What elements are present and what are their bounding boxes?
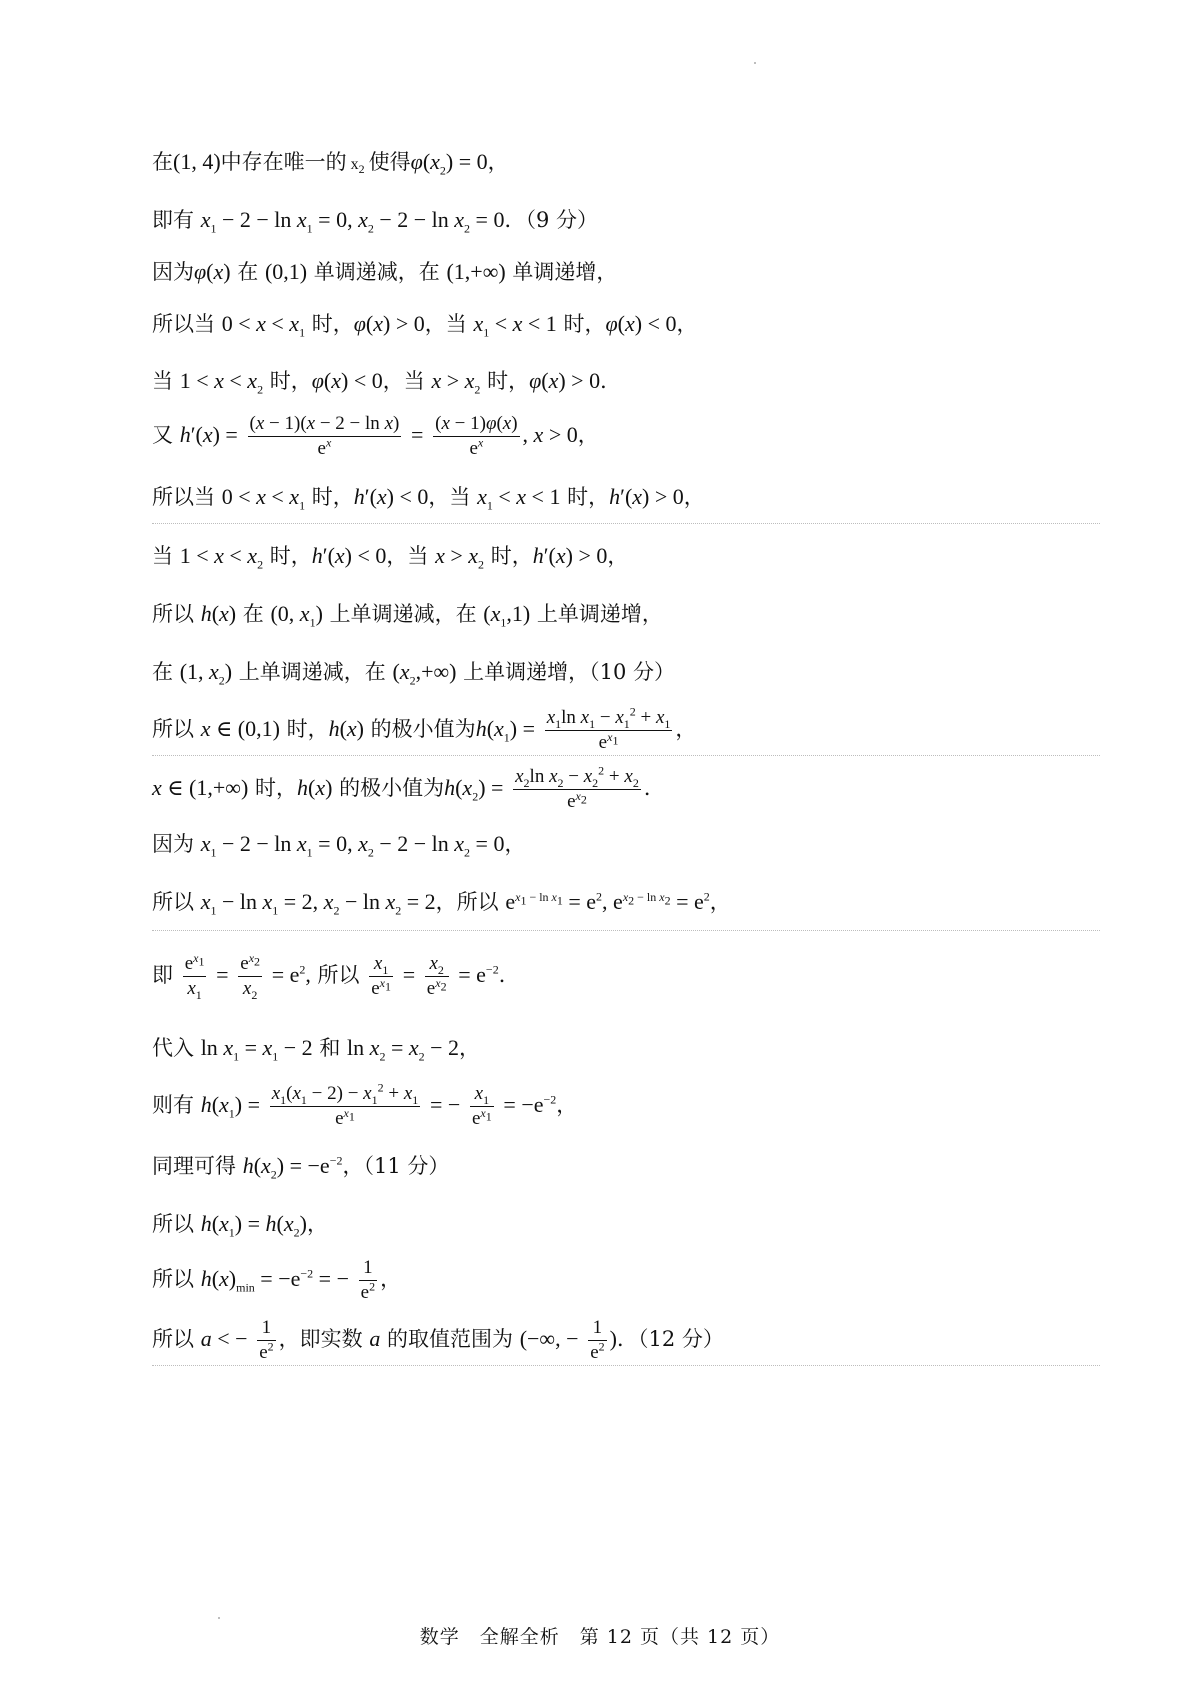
- line-18: 同理可得 $h(x_2) = -e^{-2}$，（11 分）: [152, 1153, 450, 1182]
- line-4: 所以当 $0 < x < x_1$ 时，φ(x) > 0，当 $x_1 < x < 1$ 时，φ(x) < 0，: [152, 311, 698, 340]
- line-10: 在 (1, $x_2$) 上单调递减，在 $(x_2,+\infty)$ 上单调递增，（10 分）: [152, 659, 676, 688]
- line-11: 所以 x ∈ (0,1) 时，h(x) 的极小值为$h(x_1)$ = $\frac{x_1\ln x_1 - x_1^2 + x_1}{e^{x_1}}$ ，: [152, 704, 697, 753]
- line-5: 当 $1 < x < x_2$ 时，φ(x) < 0，当 $x > x_2$ 时，φ(x) > 0．: [152, 368, 622, 397]
- dotted-separator: [152, 930, 1100, 931]
- dotted-separator: [152, 523, 1100, 524]
- line-16: 代入 $\ln x_1 = x_1 - 2$ 和 $\ln x_2 = x_2 - 2$，: [152, 1035, 481, 1064]
- line-21: 所以 a < − $\frac{1}{e^2}$ ，即实数 a 的取值范围为 (−∞, − $\frac{1}{e^2}$ )．（12 分）: [152, 1317, 724, 1363]
- line-8: 当 $1 < x < x_2$ 时，h′(x) < 0，当 $x > x_2$ 时，h′(x) > 0，: [152, 543, 629, 572]
- scan-speck: [218, 1617, 220, 1619]
- line-13: 因为 $x_1 - 2 - \ln x_1 = 0$, $x_2 - 2 - \ln x_2 = 0$，: [152, 831, 526, 860]
- line-14: 所以 $x_1 - \ln x_1 = 2$, $x_2 - \ln x_2 = 2$，所以 $e^{x_1 - ln x_1} = e^2$, $e^{x_2 - ln x_2} = e^2$，: [152, 889, 731, 918]
- line-12: x ∈ (1,+∞) 时，h(x) 的极小值为$h(x_2)$ = $\frac{x_2\ln x_2 - x_2^2 + x_2}{e^{x_2}}$ ．: [152, 763, 665, 812]
- dotted-separator: [152, 1365, 1100, 1366]
- line-17: 则有 $h(x_1)$ = $\frac{x_1(x_1 - 2) - x_1^2 + x_1}{e^{x_1}}$ = − $\frac{x_1}{e^{x_1}}$ = $-e^{-2}$，: [152, 1080, 578, 1129]
- line-2: 即有 $x_1 - 2 - \ln x_1 = 0$, $x_2 - 2 - \ln x_2 = 0$．（9 分）: [152, 207, 599, 236]
- line-20: 所以 $h(x)_{min} = -e^{-2}$ = − $\frac{1}{e^2}$ ，: [152, 1257, 402, 1303]
- page-footer: 数学 全解全析 第 12 页（共 12 页）: [419, 1626, 781, 1648]
- line-15: 即 $\frac{e^{x_1}}{x_1}$ = $\frac{e^{x_2}}{x_2}$ = $e^2$, 所以 $\frac{x_1}{e^{x_1}}$ = $\frac{x_2}{e^{x_2}}$ = $e^{-2}$．: [152, 950, 520, 1002]
- line-3: 因为φ(x) 在 (0,1) 单调递减，在 (1,+∞) 单调递增，: [152, 259, 618, 284]
- line-9: 所以 h(x) 在 (0, $x_1$) 上单调递减，在 $(x_1,1)$ 上单调递增，: [152, 601, 663, 630]
- text: 在: [152, 150, 173, 174]
- scan-speck: [754, 62, 756, 64]
- line-19: 所以 $h(x_1) = h(x_2)$，: [152, 1211, 328, 1240]
- line-6: 又 h′(x) = $\frac{\text{(x − 1)(x − 2 − ln x)}}{e^x}$ = $\frac{(x - 1)\varphi(x)}{e^x}$ , x > 0，: [152, 413, 599, 459]
- dotted-separator: [152, 755, 1100, 756]
- line-1: 在(1, 4)中存在唯一的 $x_2$ 使得$\varphi(x_2) = 0$，: [152, 149, 509, 178]
- line-7: 所以当 $0 < x < x_1$ 时，h′(x) < 0，当 $x_1 < x < 1$ 时，h′(x) > 0，: [152, 484, 705, 513]
